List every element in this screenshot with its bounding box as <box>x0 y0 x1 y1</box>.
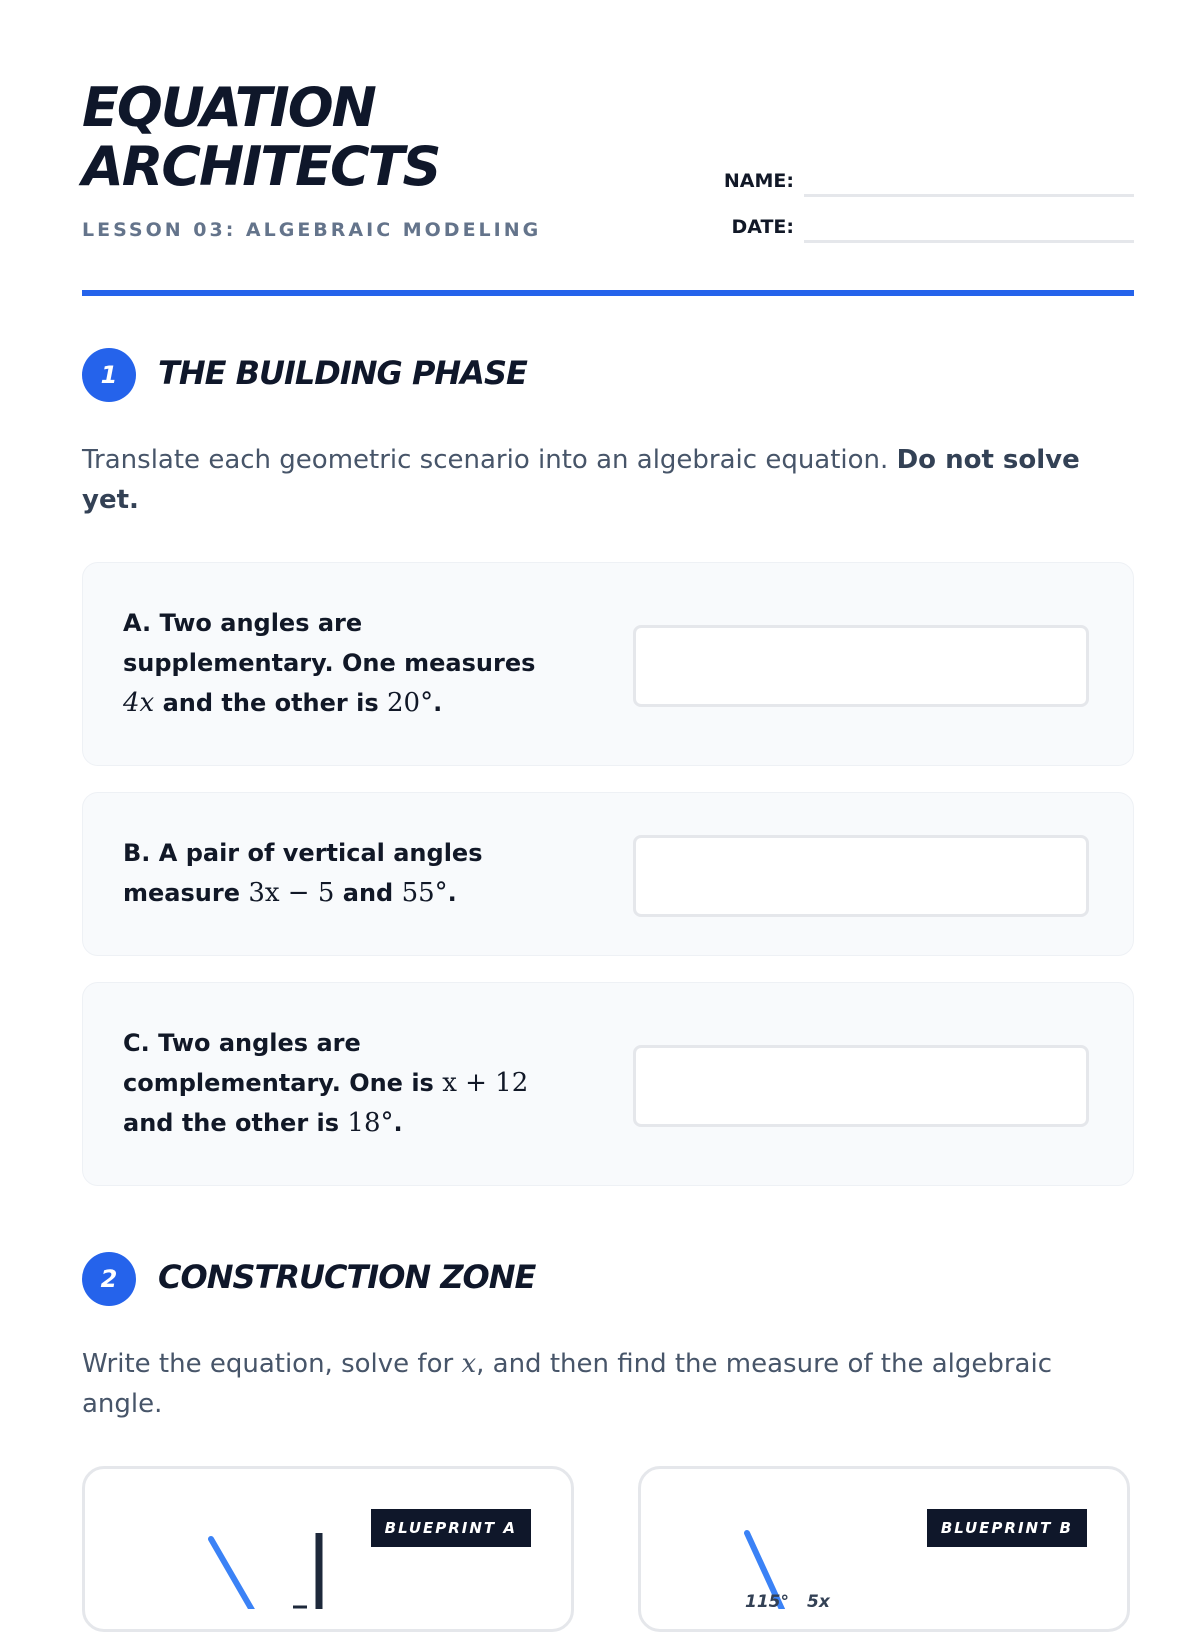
blueprint-a-ray-blue <box>211 1539 263 1609</box>
blueprint-a-tag: BLUEPRINT A <box>371 1509 531 1547</box>
problem-a-math-2: 20° <box>386 688 434 718</box>
section-2-badge: 2 <box>82 1252 136 1306</box>
worksheet-title <box>82 78 642 196</box>
problem-a-lead: A. Two angles are supplementary. One measures <box>123 609 536 677</box>
problem-a-end: . <box>433 689 443 717</box>
title-line-1: EQUATION <box>82 76 375 139</box>
section-2-title: CONSTRUCTION ZONE <box>158 1258 536 1296</box>
section-1-instruction <box>82 440 1134 520</box>
problem-c-math-2: 18° <box>347 1108 394 1138</box>
problem-a-mid: and the other is <box>162 689 379 717</box>
date-label: DATE: <box>731 216 794 238</box>
problem-a-expression <box>123 688 154 718</box>
problem-b-text <box>123 833 573 913</box>
problem-b-math-1: 3x − 5 <box>248 878 335 908</box>
title-line-2: ARCHITECTS <box>82 135 440 198</box>
problem-card-b <box>82 792 1134 956</box>
blueprint-b-tag: BLUEPRINT B <box>927 1509 1087 1547</box>
problem-b-end: . <box>447 879 457 907</box>
instruction-2-after: , and then find the measure of the algebraic angle. <box>82 1349 1053 1419</box>
problem-c-end: . <box>393 1109 403 1137</box>
problem-b-mid: and <box>342 879 394 907</box>
worksheet-page <box>82 0 1134 1609</box>
problem-card-c <box>82 982 1134 1186</box>
section-2-instruction <box>82 1344 1134 1424</box>
instruction-2-var-text: x <box>461 1349 477 1379</box>
instruction-emphasis: Do not solve yet. <box>82 445 1080 515</box>
problem-b-math-2: 55° <box>401 878 448 908</box>
section-1-title: THE BUILDING PHASE <box>158 354 527 392</box>
problem-card-a <box>82 562 1134 766</box>
problem-c-mid: and the other is <box>123 1109 340 1137</box>
header-divider <box>82 290 1134 296</box>
lesson-subtitle: LESSON 03: ALGEBRAIC MODELING <box>82 219 542 241</box>
blueprint-b-card <box>638 1466 1130 1632</box>
name-label: NAME: <box>723 170 794 192</box>
answer-box-a[interactable] <box>633 625 1089 707</box>
blueprint-b-expression-label: 5x <box>807 1592 830 1609</box>
name-field[interactable] <box>804 194 1134 197</box>
problem-c-math-1: x + 12 <box>442 1068 529 1098</box>
section-1-badge: 1 <box>82 348 136 402</box>
problem-b-lead: B. A pair of vertical angles measure <box>123 839 483 907</box>
problem-a-text <box>123 603 573 723</box>
instruction-2-before: Write the equation, solve for <box>82 1349 454 1379</box>
problem-c-text <box>123 1023 573 1143</box>
answer-box-b[interactable] <box>633 835 1089 917</box>
blueprint-b-angle-label: 115° <box>745 1592 789 1609</box>
problem-a-math-1: 4x <box>123 688 155 718</box>
instruction-2-var <box>461 1349 476 1379</box>
blueprint-a-card <box>82 1466 574 1632</box>
date-field[interactable] <box>804 240 1134 243</box>
answer-box-c[interactable] <box>633 1045 1089 1127</box>
problem-c-lead: C. Two angles are complementary. One is <box>123 1029 434 1097</box>
instruction-text: Translate each geometric scenario into an algebraic equation. <box>82 445 889 475</box>
